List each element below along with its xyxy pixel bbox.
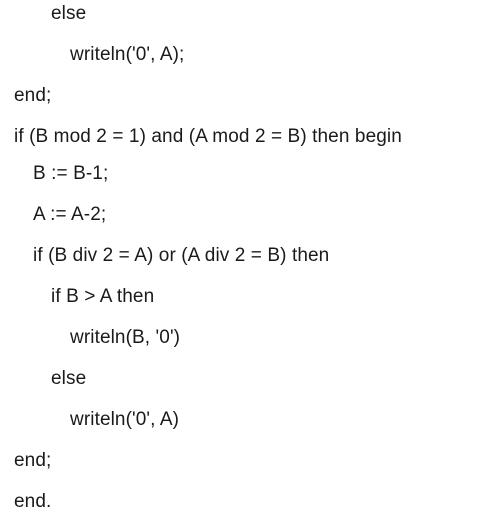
code-line-end-1: end; [14,85,52,106]
code-line-else-1: else [51,3,87,24]
code-line-writeln-0-a-1: writeln('0', A); [70,44,185,65]
code-line-end-2: end; [14,450,52,471]
code-line-b-assign: B := B-1; [33,163,109,184]
code-line-if-b-gt-a: if B > A then [51,286,155,307]
code-line-else-2: else [51,368,87,389]
code-line-if-div: if (B div 2 = A) or (A div 2 = B) then [33,245,330,266]
code-line-if-mod-begin: if (B mod 2 = 1) and (A mod 2 = B) then begin [14,126,402,147]
code-line-writeln-b-0: writeln(B, '0') [70,327,181,348]
code-line-a-assign: A := A-2; [33,204,107,225]
code-line-writeln-0-a-2: writeln('0', A) [70,409,180,430]
code-line-end-final: end. [14,491,52,512]
